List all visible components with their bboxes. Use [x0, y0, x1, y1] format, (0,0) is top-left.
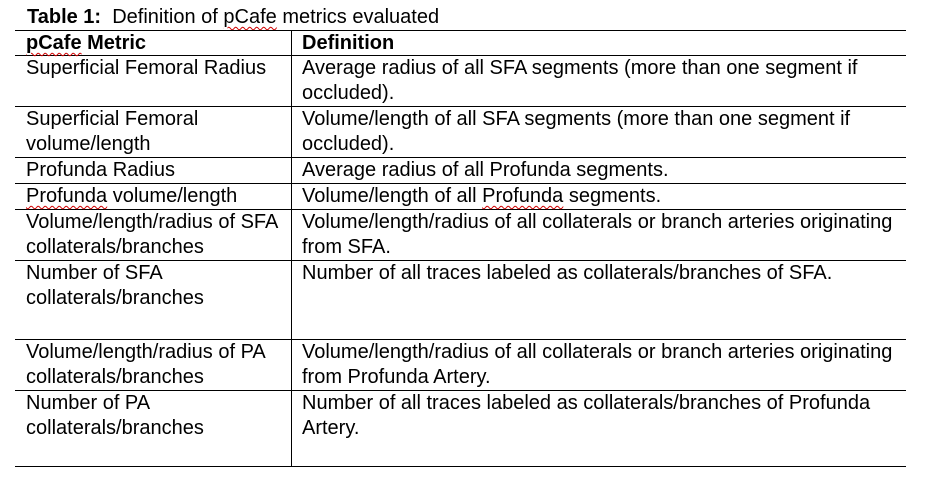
table-row: [15, 210, 906, 261]
definition-cell: Volume/length/radius of all collaterals or branch arteries originating from SFA.: [292, 210, 907, 261]
definition-cell: Average radius of all SFA segments (more than one segment if occluded).: [292, 56, 907, 107]
table-header-row: [15, 31, 906, 56]
table-caption-text-before: Definition of: [101, 6, 224, 28]
definition-cell: Number of all traces labeled as collaterals/branches of SFA.: [292, 261, 907, 340]
metric-cell: Profunda Radius: [15, 158, 292, 184]
definition-cell: Volume/length of all SFA segments (more than one segment if occluded).: [292, 107, 907, 158]
metric-cell: Volume/length/radius of SFA collaterals/branches: [15, 210, 292, 261]
table-row: [15, 184, 906, 210]
definition-text-before: Volume/length of all: [302, 185, 483, 207]
spellcheck-flagged-word[interactable]: pCafe: [26, 32, 82, 54]
metrics-table: [15, 30, 906, 467]
table-row: [15, 56, 906, 107]
header-metric-rest: Metric: [81, 32, 147, 54]
metric-cell-rest: volume/length: [107, 185, 238, 207]
table-row: [15, 107, 906, 158]
metric-cell: Superficial Femoral Radius: [15, 56, 292, 107]
definition-text-after: segments.: [563, 185, 662, 207]
table-caption-label: Table 1:: [27, 6, 102, 28]
definition-cell: Average radius of all Profunda segments.: [292, 158, 907, 184]
spellcheck-flagged-word[interactable]: Profunda: [482, 185, 564, 207]
table-row: [15, 158, 906, 184]
metric-cell: Number of PA collaterals/branches: [15, 391, 292, 467]
definition-cell: Number of all traces labeled as collaterals/branches of Profunda Artery.: [292, 391, 907, 467]
table-row: [15, 391, 906, 467]
metric-cell: Superficial Femoral volume/length: [15, 107, 292, 158]
definition-cell: [292, 184, 907, 210]
table-row: [15, 340, 906, 391]
metric-cell: [15, 184, 292, 210]
table-caption: [27, 6, 439, 28]
table-caption-text-after: metrics evaluated: [276, 6, 440, 28]
header-definition: Definition: [292, 31, 907, 56]
spellcheck-flagged-word[interactable]: Profunda: [26, 185, 108, 207]
table-row: [15, 261, 906, 340]
definition-cell: Volume/length/radius of all collaterals or branch arteries originating from Profunda Artery.: [292, 340, 907, 391]
metric-cell: Number of SFA collaterals/branches: [15, 261, 292, 340]
metric-cell: Volume/length/radius of PA collaterals/branches: [15, 340, 292, 391]
spellcheck-flagged-word[interactable]: pCafe: [223, 6, 277, 28]
header-metric: [15, 31, 292, 56]
